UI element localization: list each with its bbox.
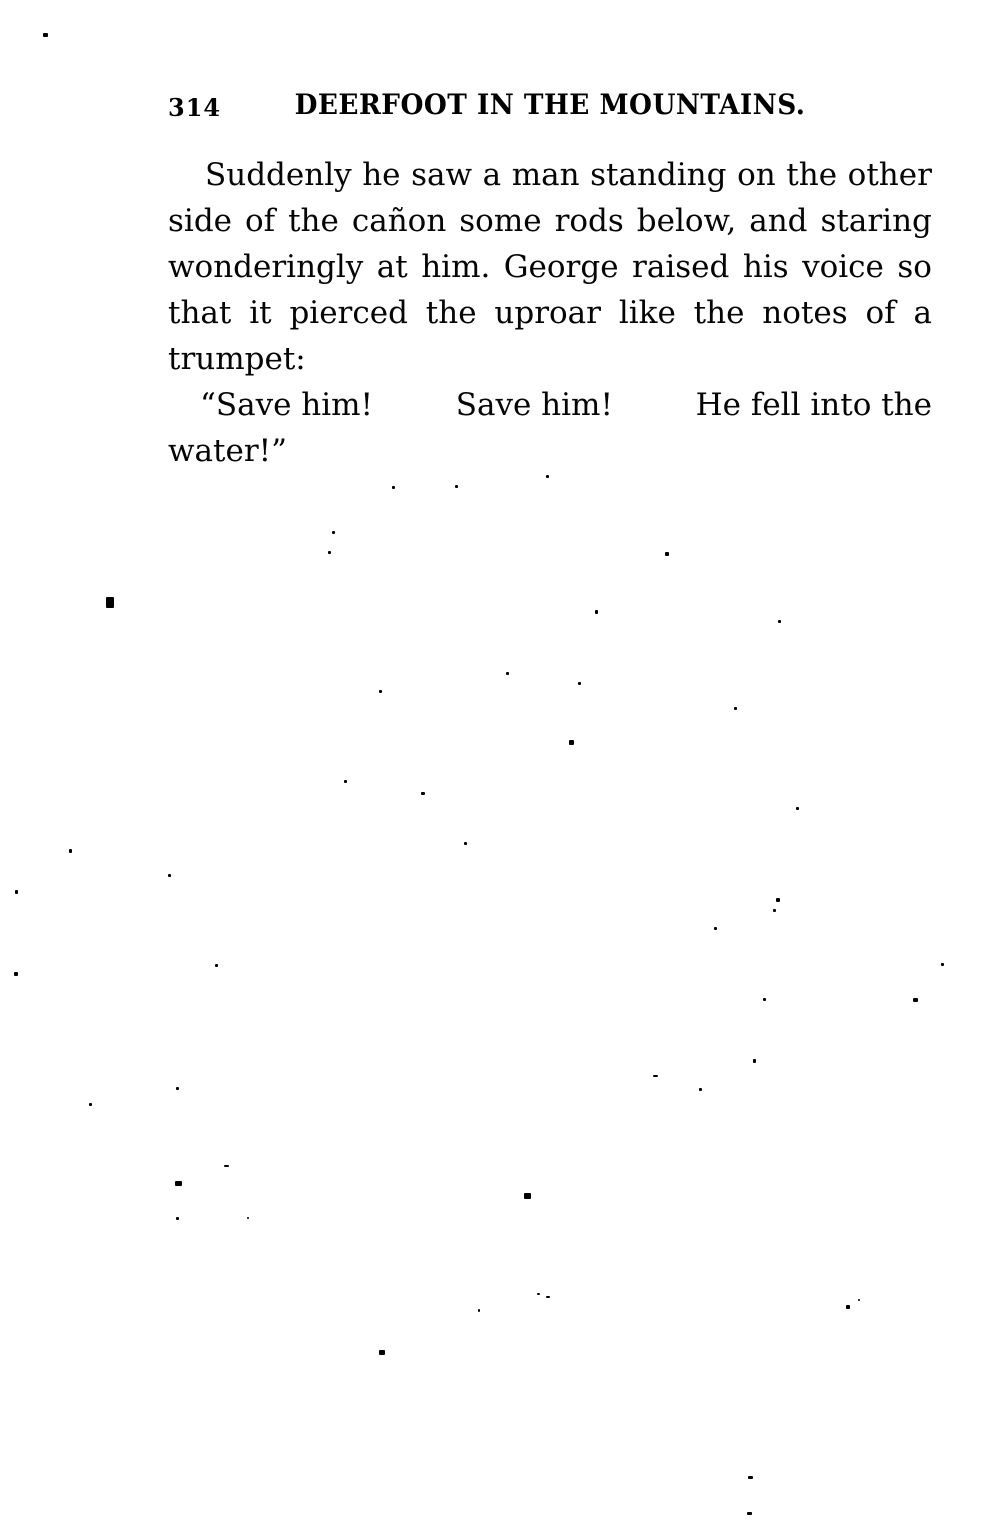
ink-speck — [175, 1181, 182, 1186]
ink-speck — [15, 890, 18, 894]
text-chunk: notes — [762, 295, 848, 331]
text-chunk: George — [503, 249, 619, 285]
text-chunk: saw — [411, 157, 473, 193]
text-chunk: the — [425, 295, 477, 331]
ink-speck — [537, 1293, 540, 1295]
text-chunk: He fell into the — [695, 387, 932, 423]
ink-speck — [796, 807, 799, 810]
page-number: 314 — [168, 93, 222, 122]
text-chunk: him. — [421, 249, 491, 285]
text-chunk: Suddenly — [205, 157, 352, 193]
ink-speck — [464, 842, 467, 845]
ink-speck — [753, 1059, 756, 1063]
ink-speck — [747, 1512, 752, 1515]
text-chunk: his — [742, 249, 789, 285]
ink-speck — [344, 780, 347, 783]
ink-speck — [176, 1087, 179, 1090]
ink-speck — [714, 927, 717, 930]
ink-speck — [168, 874, 171, 877]
text-line — [168, 152, 932, 198]
ink-speck — [89, 1103, 92, 1106]
ink-speck — [379, 690, 382, 693]
ink-speck — [546, 475, 549, 478]
page-header — [168, 88, 932, 122]
text-line: water!” — [168, 433, 287, 469]
ink-speck — [776, 898, 780, 902]
ink-speck — [524, 1193, 531, 1199]
text-chunk: staring — [820, 203, 932, 239]
text-chunk: other — [847, 157, 932, 193]
text-chunk: of — [865, 295, 896, 331]
ink-speck — [106, 597, 114, 608]
ink-speck — [763, 998, 766, 1001]
text-chunk: at — [376, 249, 408, 285]
ink-speck — [734, 707, 737, 710]
text-chunk: it — [249, 295, 272, 331]
ink-speck — [546, 1296, 550, 1298]
text-chunk: Save him! — [455, 387, 613, 423]
text-chunk: that — [168, 295, 232, 331]
ink-speck — [941, 963, 944, 966]
ink-speck — [224, 1165, 229, 1167]
text-chunk: “Save him! — [200, 387, 374, 423]
text-chunk: uproar — [494, 295, 601, 331]
text-line — [168, 290, 932, 336]
ink-speck — [846, 1305, 850, 1309]
text-chunk: he — [362, 157, 401, 193]
ink-speck — [69, 849, 72, 853]
text-chunk: so — [897, 249, 932, 285]
text-chunk: like — [618, 295, 676, 331]
text-chunk: raised — [632, 249, 730, 285]
text-chunk: standing — [590, 157, 727, 193]
ink-speck — [215, 964, 218, 967]
ink-speck — [858, 1299, 860, 1301]
running-title: DEERFOOT IN THE MOUNTAINS. — [294, 88, 806, 121]
text-chunk: voice — [802, 249, 884, 285]
text-chunk: a — [913, 295, 932, 331]
text-chunk: pierced — [289, 295, 408, 331]
ink-speck — [332, 531, 335, 534]
text-chunk: man — [511, 157, 580, 193]
ink-speck — [379, 1350, 385, 1355]
text-line: trumpet: — [168, 341, 306, 377]
ink-speck — [913, 998, 918, 1002]
ink-speck — [569, 740, 574, 745]
ink-speck — [247, 1217, 249, 1219]
ink-speck — [595, 610, 598, 614]
ink-speck — [421, 792, 425, 795]
ink-speck — [699, 1088, 702, 1091]
ink-speck — [653, 1075, 658, 1077]
text-chunk: on — [737, 157, 776, 193]
text-chunk: some — [459, 203, 542, 239]
text-chunk: of — [244, 203, 276, 239]
ink-speck — [328, 551, 331, 554]
ink-speck — [665, 552, 669, 556]
text-chunk: cañon — [351, 203, 447, 239]
ink-speck — [773, 909, 776, 912]
ink-speck — [176, 1217, 179, 1220]
ink-speck — [14, 972, 18, 976]
ink-speck — [778, 620, 781, 623]
ink-speck — [506, 672, 509, 675]
body-text — [168, 152, 932, 474]
text-line — [168, 198, 932, 244]
text-chunk: and — [749, 203, 808, 239]
text-chunk: the — [786, 157, 838, 193]
ink-speck — [455, 485, 458, 488]
ink-speck — [43, 33, 48, 37]
ink-speck — [392, 486, 395, 489]
ink-speck — [748, 1476, 753, 1479]
ink-speck — [578, 682, 581, 685]
text-line — [168, 244, 932, 290]
ink-speck — [478, 1309, 480, 1312]
text-chunk: a — [482, 157, 502, 193]
text-line — [168, 382, 932, 428]
text-chunk: the — [288, 203, 339, 239]
text-chunk: rods — [554, 203, 624, 239]
text-chunk: below, — [636, 203, 737, 239]
text-chunk: wonderingly — [168, 249, 364, 285]
text-chunk: the — [693, 295, 745, 331]
text-chunk: side — [168, 203, 233, 239]
